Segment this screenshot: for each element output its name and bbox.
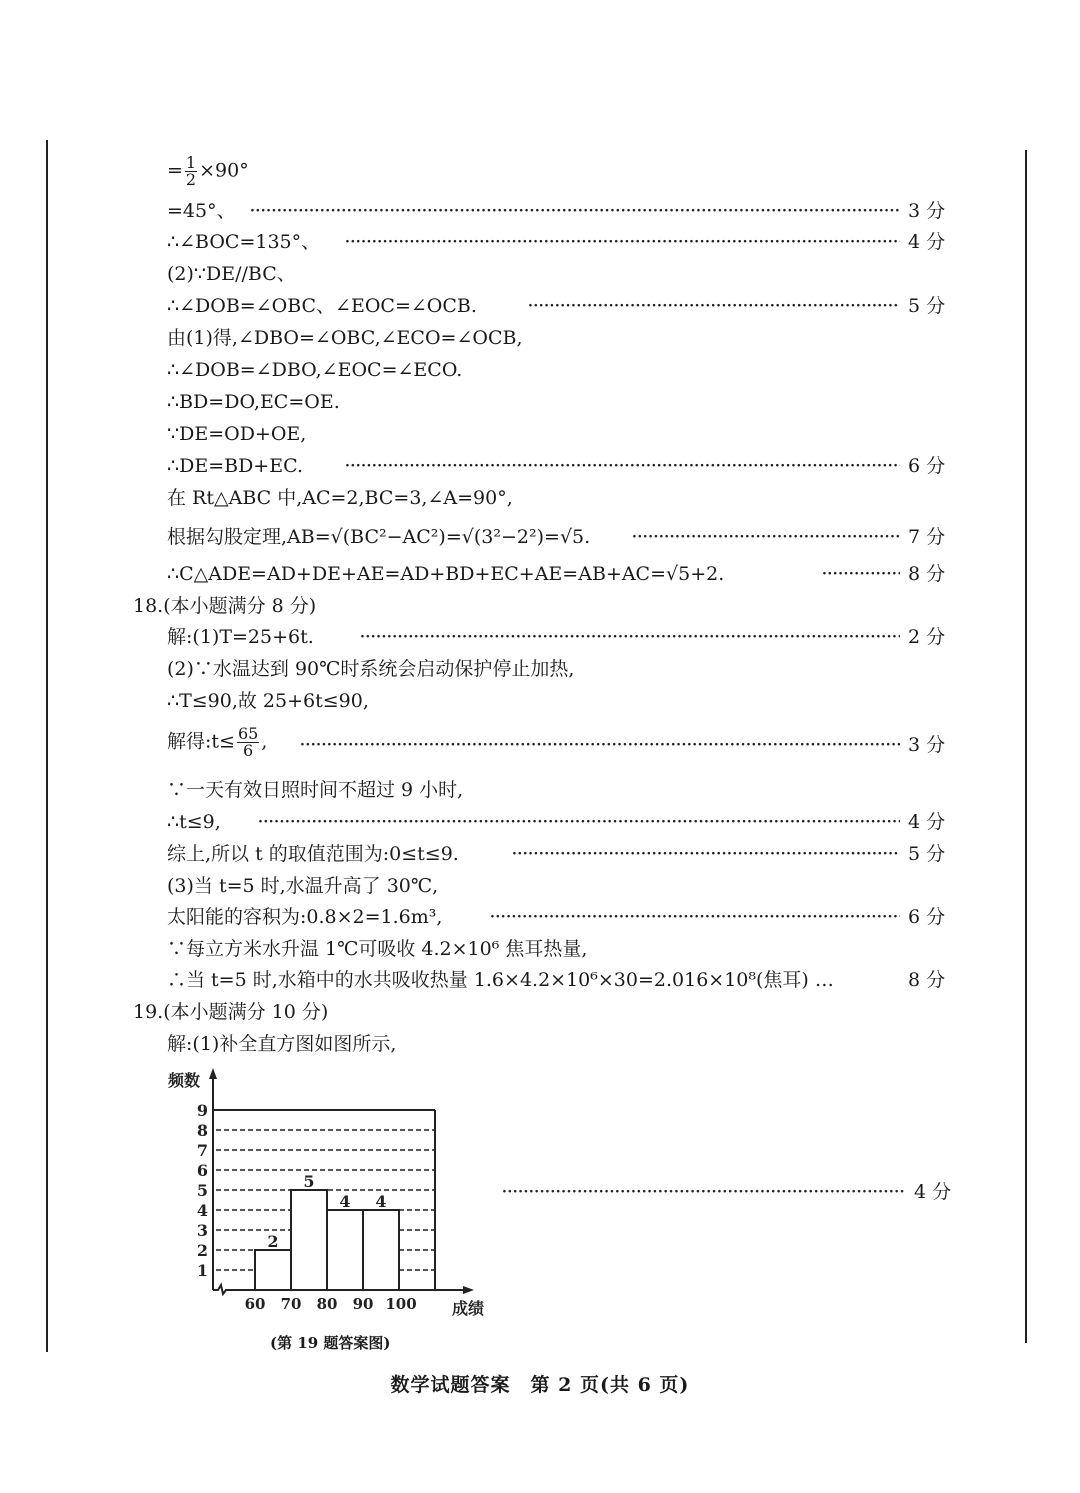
- line-text: 解:(1)补全直方图如图所示,: [167, 1033, 397, 1055]
- x-axis-title: 成绩: [452, 1299, 485, 1318]
- answer-line: [0, 934, 1080, 964]
- line-text: 解得:t≤: [167, 730, 235, 753]
- dot-leader: [250, 196, 900, 226]
- answer-line: [0, 387, 1080, 417]
- bar-80-90: [327, 1210, 363, 1290]
- answer-line: [0, 654, 1080, 684]
- dot-leader: [490, 902, 900, 932]
- line-text: 太阳能的容积为:0.8×2=1.6m³,: [167, 906, 443, 928]
- answer-line: [0, 419, 1080, 449]
- answer-line: [0, 559, 1080, 589]
- bar-90-100: [363, 1210, 399, 1290]
- dot-leader: [300, 730, 900, 760]
- svg-text:8: 8: [196, 1121, 208, 1140]
- answer-line: [0, 1029, 1080, 1059]
- fraction: $\frac{65}{6}$: [237, 724, 259, 760]
- dot-leader: [528, 291, 900, 321]
- line-text: ∴∠DOB=∠DBO,∠EOC=∠ECO.: [167, 359, 463, 381]
- line-text: =45°、: [167, 200, 236, 222]
- score-label: 4 分: [908, 231, 946, 253]
- svg-text:1: 1: [196, 1261, 208, 1280]
- score-label: 3 分: [908, 200, 946, 222]
- answer-line: [0, 227, 1080, 257]
- answer-line: [0, 259, 1080, 289]
- line-text: (2)∵DE//BC、: [167, 263, 296, 285]
- line-text: ∴BD=DO,EC=OE.: [167, 391, 340, 413]
- score-label: 2 分: [908, 626, 946, 648]
- answer-line: [0, 291, 1080, 321]
- svg-text:9: 9: [196, 1101, 208, 1120]
- y-tick-labels: [197, 1101, 208, 1280]
- line-text: ∵每立方米水升温 1℃可吸收 4.2×10⁶ 焦耳热量,: [167, 938, 588, 960]
- svg-text:60: 60: [244, 1295, 266, 1313]
- answer-line: [0, 451, 1080, 481]
- score-label: 3 分: [908, 734, 946, 756]
- answer-line: [0, 483, 1080, 513]
- fraction: $\frac{1}{2}$: [185, 153, 197, 189]
- answer-line: [0, 839, 1080, 869]
- line-text: (2)∵水温达到 90℃时系统会启动保护停止加热,: [167, 658, 575, 680]
- line-text: ∴∠DOB=∠OBC、∠EOC=∠OCB.: [167, 295, 477, 317]
- bar-60-70: [255, 1250, 291, 1290]
- answer-line: [0, 355, 1080, 385]
- svg-text:7: 7: [196, 1141, 208, 1160]
- line-text: ∵DE=OD+OE,: [167, 423, 307, 445]
- dot-leader: [345, 227, 900, 257]
- svg-text:90: 90: [352, 1295, 374, 1313]
- line-text: 在 Rt△ABC 中,AC=2,BC=3,∠A=90°,: [167, 487, 513, 509]
- answer-line: [0, 686, 1080, 716]
- svg-text:5: 5: [196, 1181, 208, 1200]
- score-label: 8 分: [908, 563, 946, 585]
- histogram-chart: [150, 1060, 510, 1360]
- answer-line: [0, 196, 1080, 226]
- x-tick-labels: [245, 1295, 417, 1313]
- answer-line: [0, 323, 1080, 353]
- y-axis-arrow-icon: [209, 1068, 217, 1079]
- question-header: [0, 591, 1080, 621]
- page-footer: 数学试题答案 第 2 页(共 6 页): [390, 1374, 690, 1396]
- line-text: (3)当 t=5 时,水温升高了 30℃,: [167, 875, 439, 897]
- dot-leader: [345, 451, 900, 481]
- line-text: =: [167, 159, 183, 182]
- line-text: ∴∠BOC=135°、: [167, 231, 321, 253]
- dot-leader: [512, 839, 900, 869]
- x-axis-arrow-icon: [463, 1286, 474, 1294]
- chart-caption: (第 19 题答案图): [270, 1334, 391, 1352]
- score-label: 4 分: [908, 811, 946, 833]
- svg-text:5: 5: [303, 1172, 315, 1191]
- bar-70-80: [291, 1190, 327, 1290]
- line-text: 19.(本小题满分 10 分): [133, 1001, 329, 1023]
- line-text: 由(1)得,∠DBO=∠OBC,∠ECO=∠OCB,: [167, 327, 523, 349]
- answer-line: [0, 965, 1080, 995]
- svg-text:100: 100: [385, 1295, 417, 1313]
- answer-line: [0, 902, 1080, 932]
- svg-text:2: 2: [196, 1241, 208, 1260]
- line-text: 综上,所以 t 的取值范围为:0≤t≤9.: [167, 843, 459, 865]
- line-text: ×90°: [199, 159, 249, 182]
- answer-line: [0, 775, 1080, 805]
- line-text: 18.(本小题满分 8 分): [133, 595, 317, 617]
- score-label: 6 分: [908, 455, 946, 477]
- answer-line: [0, 722, 1080, 768]
- line-text: ∴当 t=5 时,水箱中的水共吸收热量 1.6×4.2×10⁶×30=2.016×10⁸(焦耳) …: [167, 969, 834, 991]
- line-text: ∴C△ADE=AD+DE+AE=AD+BD+EC+AE=AB+AC=√5+2.: [167, 563, 725, 585]
- score-label: 4 分: [914, 1181, 952, 1203]
- svg-text:4: 4: [339, 1192, 351, 1211]
- line-text: ∴DE=BD+EC.: [167, 455, 303, 477]
- dot-leader: [360, 622, 900, 652]
- line-text: ,: [261, 730, 268, 753]
- svg-text:4: 4: [196, 1201, 208, 1220]
- line-text: 根据勾股定理,AB=√(BC²−AC²)=√(3²−2²)=√5.: [167, 526, 591, 548]
- question-header: [0, 997, 1080, 1027]
- svg-text:3: 3: [196, 1221, 208, 1240]
- y-axis-title: 频数: [168, 1071, 201, 1090]
- line-text: ∴t≤9,: [167, 811, 221, 833]
- answer-line: [0, 807, 1080, 837]
- svg-text:70: 70: [280, 1295, 302, 1313]
- answer-line: [0, 150, 1080, 190]
- dot-leader: [502, 1177, 904, 1207]
- dot-leader: [822, 559, 900, 589]
- answer-line: [0, 622, 1080, 652]
- score-label: 5 分: [908, 295, 946, 317]
- dot-leader: [632, 522, 900, 552]
- line-text: ∵一天有效日照时间不超过 9 小时,: [167, 779, 464, 801]
- histogram-svg: [150, 1060, 510, 1360]
- score-label: 6 分: [908, 906, 946, 928]
- score-label: 8 分: [908, 969, 946, 991]
- line-text: 解:(1)T=25+6t.: [167, 626, 314, 648]
- line-text: ∴T≤90,故 25+6t≤90,: [167, 690, 369, 712]
- svg-text:80: 80: [316, 1295, 338, 1313]
- svg-text:4: 4: [375, 1192, 387, 1211]
- answer-line: [0, 522, 1080, 552]
- dot-leader: [258, 807, 900, 837]
- score-label: 5 分: [908, 843, 946, 865]
- svg-text:2: 2: [267, 1232, 279, 1251]
- svg-text:6: 6: [196, 1161, 208, 1180]
- score-label: 7 分: [908, 526, 946, 548]
- answer-line: [0, 871, 1080, 901]
